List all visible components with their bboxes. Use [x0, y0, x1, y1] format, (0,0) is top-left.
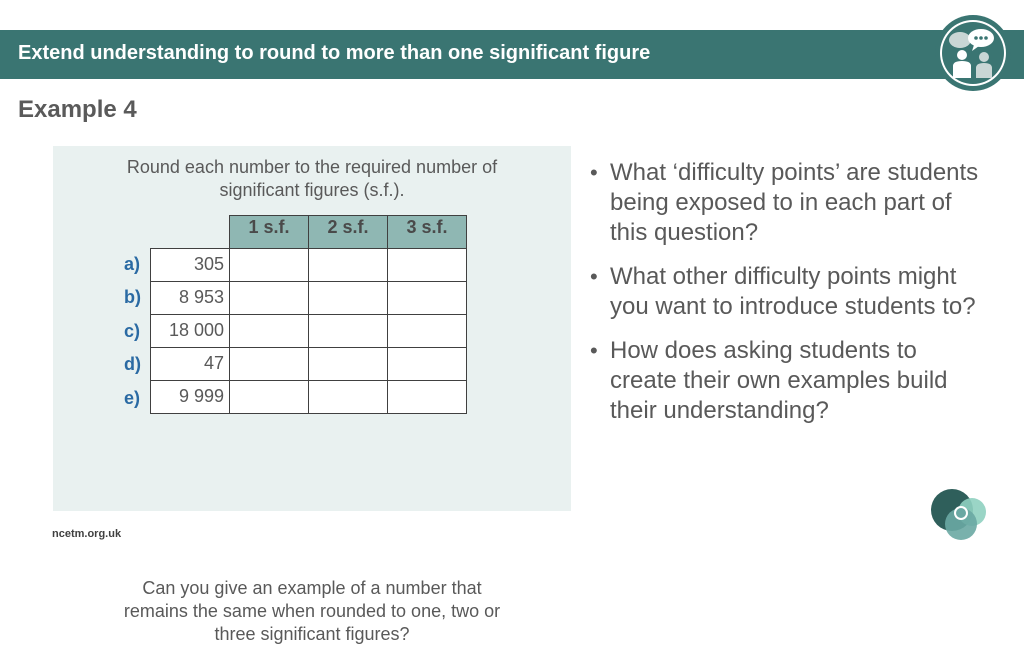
- site-link[interactable]: ncetm.org.uk: [52, 528, 122, 540]
- prompt-text: What other difficulty points might you want to introduce students to?: [610, 263, 976, 320]
- prompt-item: [590, 336, 990, 426]
- column-header: 1 s.f.: [230, 216, 309, 249]
- number-cell: 18 000: [151, 314, 230, 347]
- prompt-text: What ‘difficulty points’ are students being exposed to in each part of this question?: [610, 159, 979, 246]
- number-cell: 9 999: [151, 380, 230, 413]
- answer-cell: [388, 248, 467, 281]
- header-banner: [0, 30, 1024, 79]
- table-row: [151, 314, 467, 347]
- discussion-people-icon: [934, 14, 1012, 92]
- answer-cell: [388, 380, 467, 413]
- answer-cell: [388, 314, 467, 347]
- answer-cell: [230, 248, 309, 281]
- column-header: 2 s.f.: [309, 216, 388, 249]
- number-cell: 305: [151, 248, 230, 281]
- table-row: [151, 281, 467, 314]
- row-label: c): [124, 321, 141, 341]
- answer-cell: [309, 347, 388, 380]
- table-header-row: [151, 216, 467, 249]
- prompt-text: How does asking students to create their own examples build their understanding?: [610, 337, 948, 424]
- row-label: b): [124, 287, 141, 307]
- table-row: [151, 248, 467, 281]
- question-line: remains the same when rounded to one, two or: [123, 601, 501, 621]
- answer-cell: [388, 347, 467, 380]
- prompt-item: [590, 262, 990, 322]
- discussion-prompts: [590, 158, 990, 440]
- instruction-text: [53, 156, 571, 202]
- row-label: e): [124, 388, 141, 408]
- answer-cell: [309, 248, 388, 281]
- row-label: a): [124, 254, 141, 274]
- table-row: [151, 347, 467, 380]
- instruction-line: Round each number to the required number of: [126, 157, 498, 177]
- answer-cell: [309, 380, 388, 413]
- instruction-line: significant figures (s.f.).: [219, 180, 405, 200]
- challenge-question: [53, 577, 571, 646]
- bullet-icon: •: [590, 160, 598, 185]
- page-title: Extend understanding to round to more than one significant figure: [18, 42, 651, 64]
- number-cell: 47: [151, 347, 230, 380]
- answer-cell: [230, 281, 309, 314]
- prompt-item: [590, 158, 990, 248]
- answer-cell: [309, 281, 388, 314]
- answer-cell: [230, 380, 309, 413]
- number-cell: 8 953: [151, 281, 230, 314]
- question-line: Can you give an example of a number that: [142, 578, 482, 598]
- answer-cell: [230, 347, 309, 380]
- bullet-icon: •: [590, 338, 598, 363]
- column-header: 3 s.f.: [388, 216, 467, 249]
- ncetm-logo-icon: [928, 488, 990, 544]
- answer-cell: [388, 281, 467, 314]
- row-label: d): [124, 354, 141, 374]
- example-title: Example 4: [18, 96, 137, 123]
- table-corner: [151, 216, 230, 249]
- question-line: three significant figures?: [214, 624, 410, 644]
- table-row: [151, 380, 467, 413]
- answer-cell: [309, 314, 388, 347]
- answer-cell: [230, 314, 309, 347]
- rounding-table: [150, 215, 467, 414]
- bullet-icon: •: [590, 264, 598, 289]
